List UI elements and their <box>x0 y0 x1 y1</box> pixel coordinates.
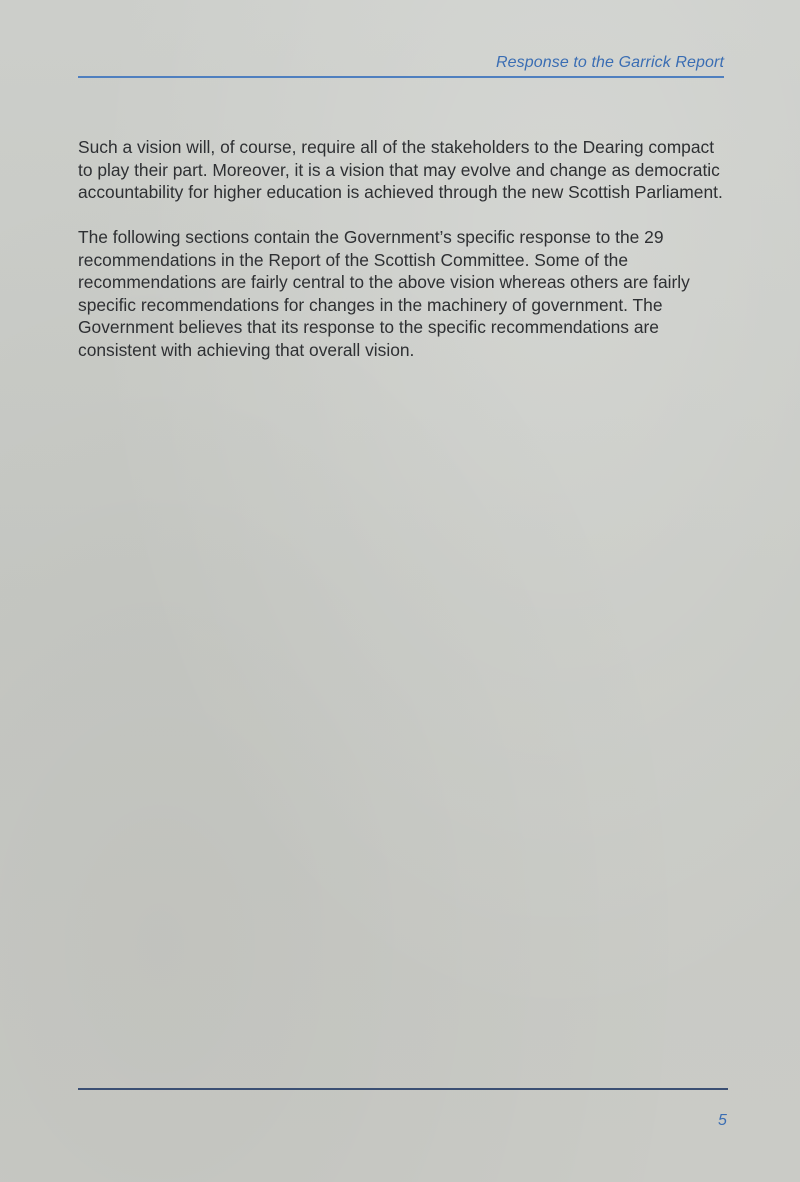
running-header: Response to the Garrick Report <box>496 54 724 71</box>
footer-divider <box>78 1088 728 1090</box>
paragraph-following-sections: The following sections contain the Government’s specific response to the 29 recommendations in the Report of the Scottish Committee. Some of the recommendations are fairly central to the above vision whereas others are fairly specific recommendations for changes in the machinery of government. The Government believes that its response to the specific recommendations are consistent with achieving that overall vision. <box>78 227 690 360</box>
page-number: 5 <box>718 1112 727 1129</box>
body-text <box>78 136 730 384</box>
header-divider <box>78 76 724 78</box>
paragraph-vision: Such a vision will, of course, require all of the stakeholders to the Dearing compact to play their part. Moreover, it is a vision that may evolve and change as democratic accountability for higher education is achieved through the new Scottish Parliament. <box>78 137 723 202</box>
